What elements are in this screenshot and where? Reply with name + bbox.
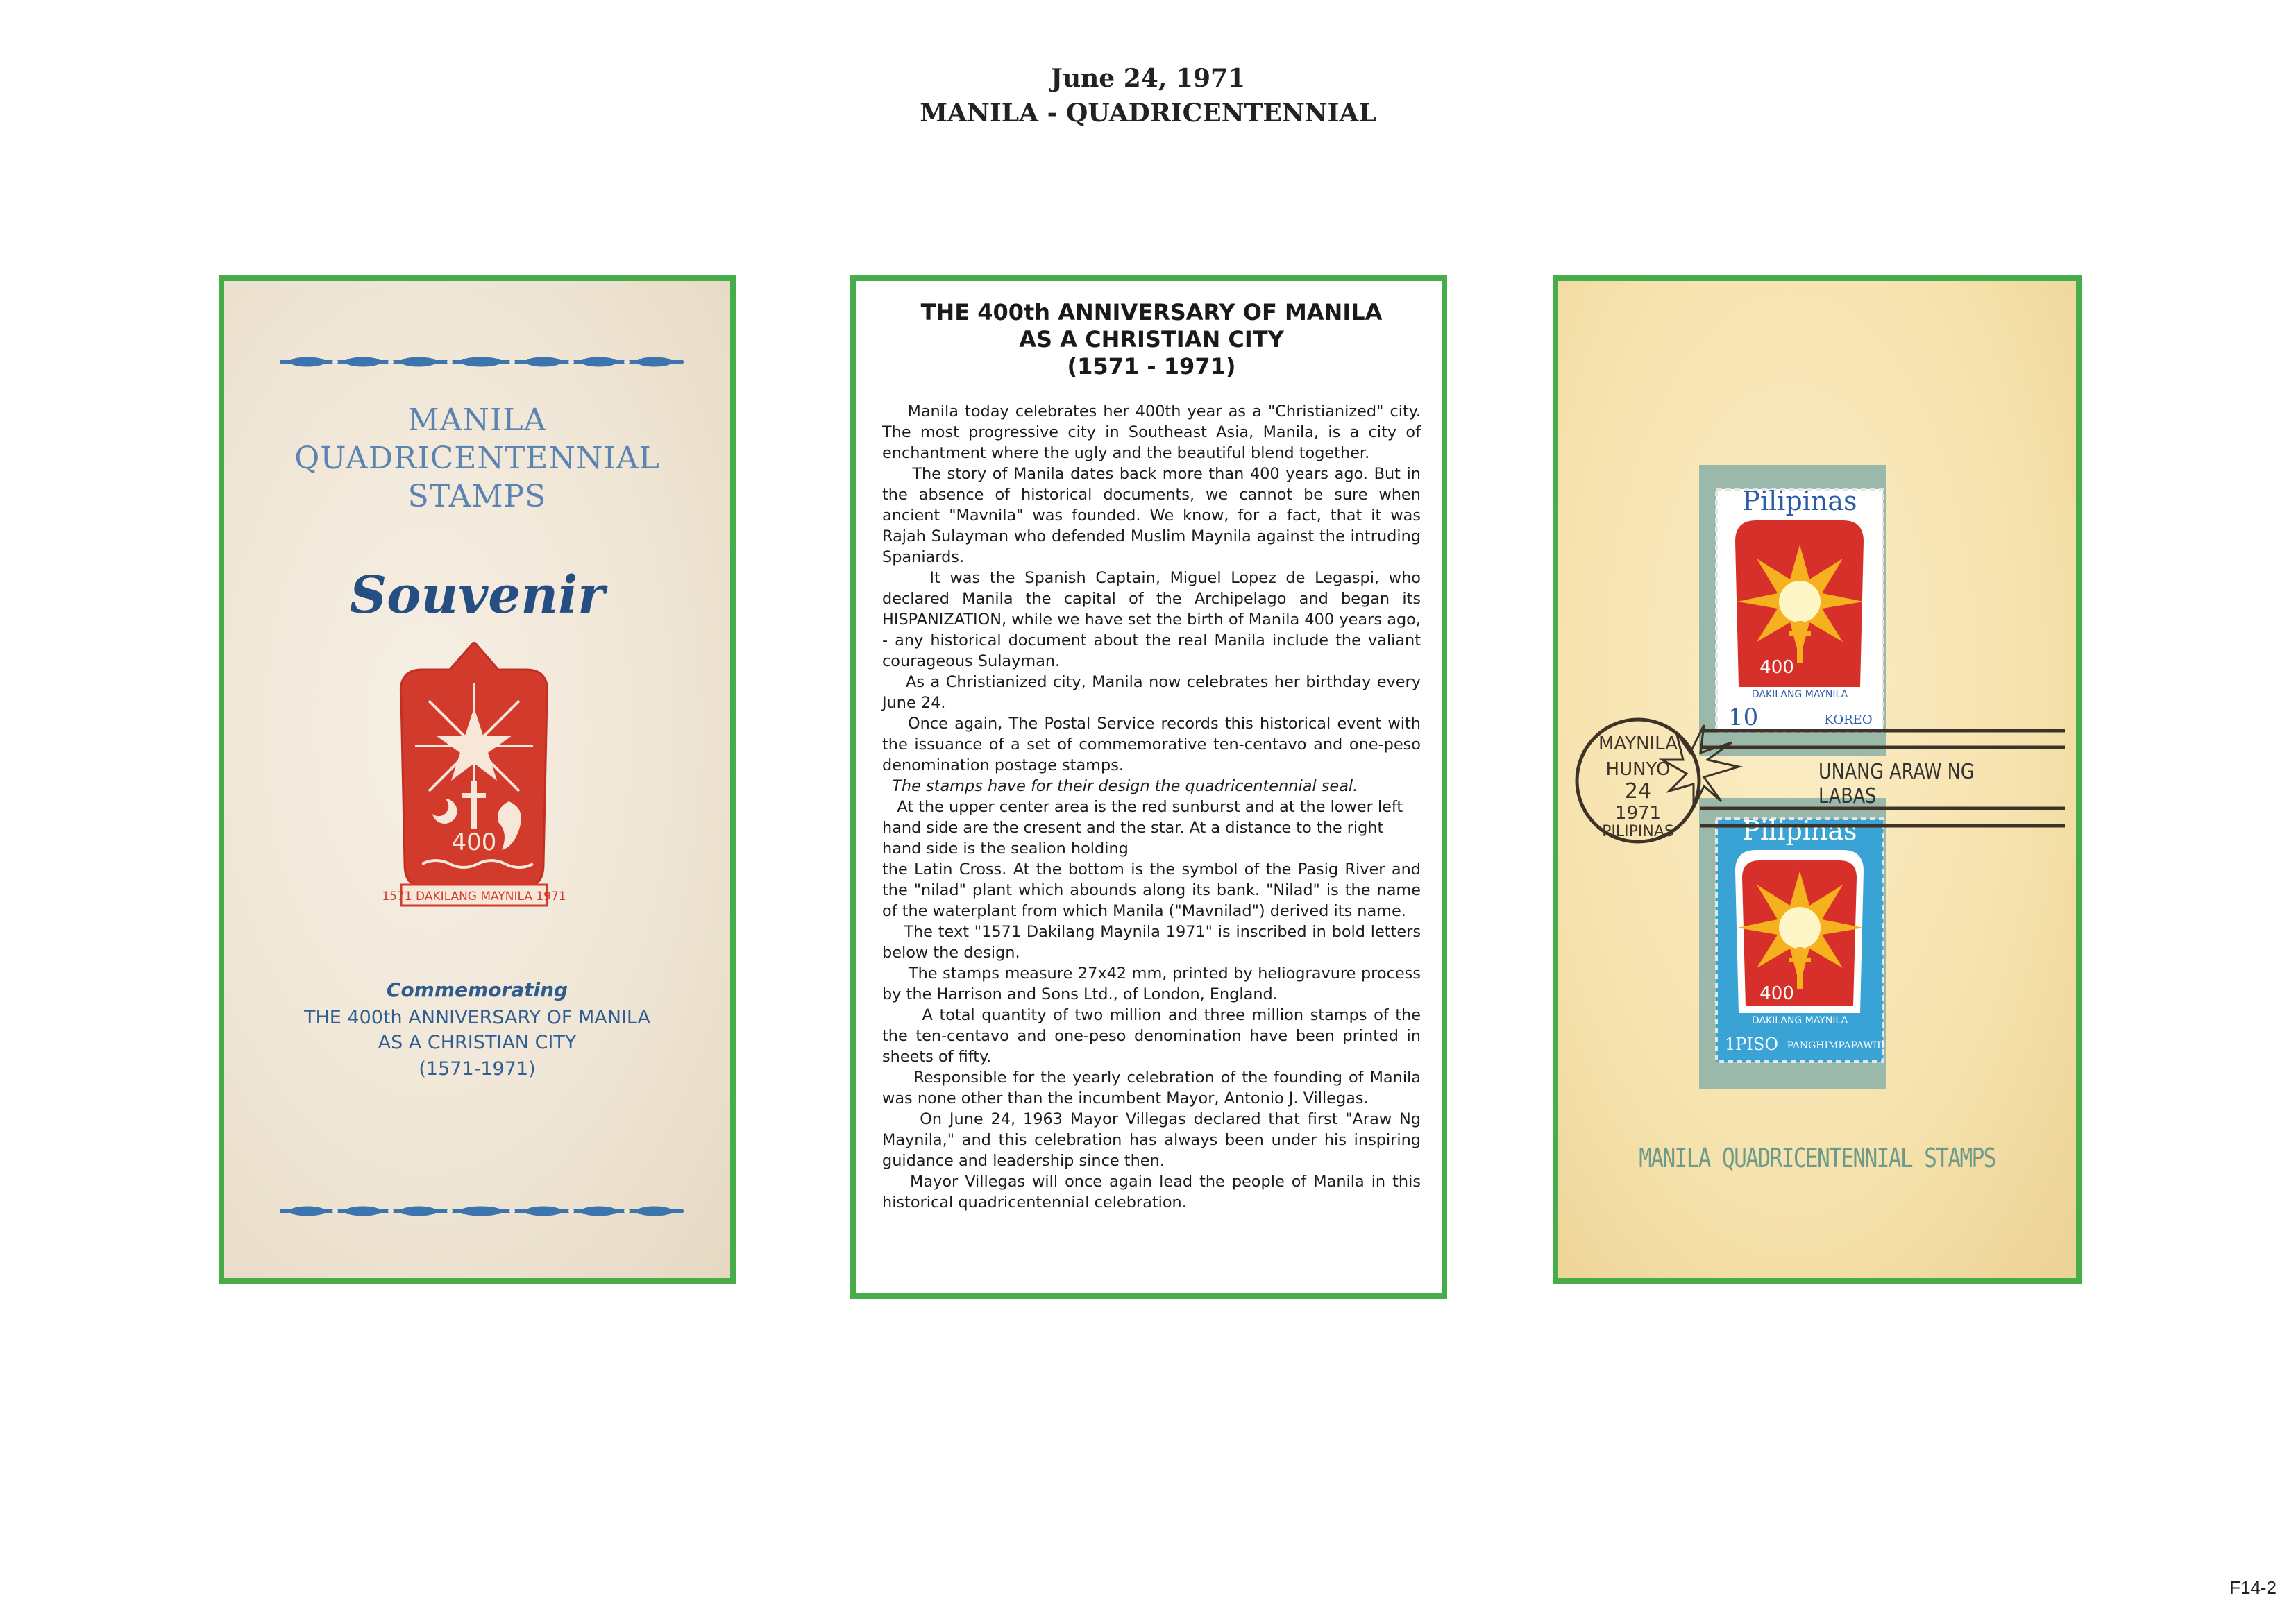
- seal-sunburst-icon: [380, 642, 568, 933]
- article-body: [882, 401, 1426, 1213]
- article-paragraph: The text "1571 Dakilang Maynila 1971" is inscribed in bold letters below the design.: [882, 923, 1426, 962]
- article-panel: [850, 275, 1447, 1299]
- article-title-line-1: THE 400th ANNIVERSARY OF MANILA: [920, 299, 1383, 325]
- souvenir-sub-2: AS A CHRISTIAN CITY: [378, 1032, 577, 1053]
- stamp1-value: 10: [1728, 704, 1759, 731]
- article-paragraph: Manila today celebrates her 400th year as a "Christianized" city. The most progressive city in Southeast Asia, Manila, is a city of enchantment where the ugly and the beautiful blend together.: [882, 402, 1426, 462]
- article-paragraph: A total quantity of two million and three million stamps of the the ten-centavo and one-peso denomination have been printed in sheets of fifty.: [882, 1006, 1426, 1066]
- page-code: F14-2: [2229, 1577, 2277, 1598]
- postmark-year: 1971: [1614, 803, 1662, 824]
- article-paragraph: The story of Manila dates back more than 400 years ago. But in the absence of historical documents, we cannot be sure when ancient "Mavnila" was founded. We know, for a fact, that it was Rajah Sulayman who defended Muslim Maynila against the intruding Spaniards.: [882, 465, 1426, 566]
- article-title-line-3: (1571 - 1971): [1067, 353, 1236, 380]
- stamp1-country: Pilipinas: [1742, 486, 1857, 516]
- souvenir-sub-1: THE 400th ANNIVERSARY OF MANILA: [303, 1007, 650, 1028]
- stamp1-label: KOREO: [1824, 713, 1873, 727]
- stamp2-value: 1PISO: [1725, 1035, 1779, 1054]
- article-paragraph: The stamps have for their design the quadricentennial seal.: [882, 777, 1358, 795]
- ornament-border-bottom: [280, 1204, 684, 1219]
- stamp2-seal-number: 400: [1759, 983, 1794, 1004]
- souvenir-heading-1: MANILA: [407, 402, 547, 438]
- seal-text: 1571 DAKILANG MAYNILA 1971: [382, 890, 566, 903]
- stamp1-seal-number: 400: [1759, 657, 1794, 678]
- article-paragraph: Responsible for the yearly celebration of the founding of Manila was none other than the incumbent Mayor, Antonio J. Villegas.: [882, 1069, 1426, 1107]
- article-paragraph: The stamps measure 27x42 mm, printed by heliogravure process by the Harrison and Sons Ltd., of London, England.: [882, 965, 1426, 1003]
- article-title-line-2: AS A CHRISTIAN CITY: [1019, 326, 1284, 352]
- first-day-cancel-text: UNANG ARAW NG LABAS: [1818, 760, 1975, 808]
- souvenir-script: Souvenir: [349, 566, 605, 625]
- stamp2-label: PANGHIMPAPAWID: [1787, 1040, 1885, 1051]
- souvenir-folder: [219, 275, 736, 1284]
- article-paragraph: On June 24, 1963 Mayor Villegas declared that first "Araw Ng Maynila," and this celebration has always been under his inspiring guidance and leadership since then.: [882, 1110, 1426, 1170]
- souvenir-sub-3: (1571-1971): [419, 1058, 536, 1080]
- stamp2-seal-text: DAKILANG MAYNILA: [1751, 1015, 1848, 1026]
- sheet-caption: MANILA QUADRICENTENNIAL STAMPS: [1639, 1143, 1995, 1173]
- stamp-1-piso: [1716, 815, 1884, 1062]
- article-paragraph: Once again, The Postal Service records this historical event with the issuance of a set of commemorative ten-centavo and one-peso denomination postage stamps.: [882, 715, 1426, 774]
- souvenir-heading-2: QUADRICENTENNIAL: [294, 441, 660, 476]
- article-paragraph: the Latin Cross. At the bottom is the symbol of the Pasig River and the "nilad" plant which abounds along its bank. "Nilad" is the name of the waterplant from which Manila ("Mavnilad") derived its name.: [882, 860, 1426, 920]
- article-paragraph: Mayor Villegas will once again lead the people of Manila in this historical quadricentennial celebration.: [882, 1173, 1426, 1212]
- ornament-border-top: [280, 355, 684, 370]
- postmark-day: 24: [1624, 779, 1652, 804]
- article-paragraph: At the upper center area is the red sunburst and at the lower left hand side are the cresent and the star. At a distance to the right hand side is the sealion holding: [882, 798, 1408, 858]
- postmark-country: PILIPINAS: [1602, 823, 1674, 840]
- article-paragraph: As a Christianized city, Manila now celebrates her birthday every June 24.: [882, 673, 1426, 712]
- stamp2-country: Pilipinas: [1742, 815, 1857, 846]
- souvenir-commemorating: Commemorating: [386, 978, 568, 1001]
- miniature-sheet: [1553, 275, 2082, 1284]
- stamp1-seal-text: DAKILANG MAYNILA: [1751, 689, 1848, 700]
- page-date: June 24, 1971: [1050, 64, 1246, 93]
- page-title: MANILA - QUADRICENTENNIAL: [920, 99, 1376, 128]
- article-paragraph: It was the Spanish Captain, Miguel Lopez de Legaspi, who declared Manila the capital of the Archipelago and began its HISPANIZATION, while we have set the birth of Manila 400 years ago, - any historical document about the real Manila include the valiant courageous Sulayman.: [882, 569, 1426, 670]
- stamp-10-centavo: [1716, 486, 1883, 732]
- article-title: [882, 299, 1421, 380]
- postmark-city: MAYNILA: [1598, 733, 1678, 754]
- seal-number: 400: [451, 829, 497, 856]
- souvenir-heading-3: STAMPS: [407, 479, 547, 514]
- postmark-month: HUNYO: [1605, 759, 1671, 780]
